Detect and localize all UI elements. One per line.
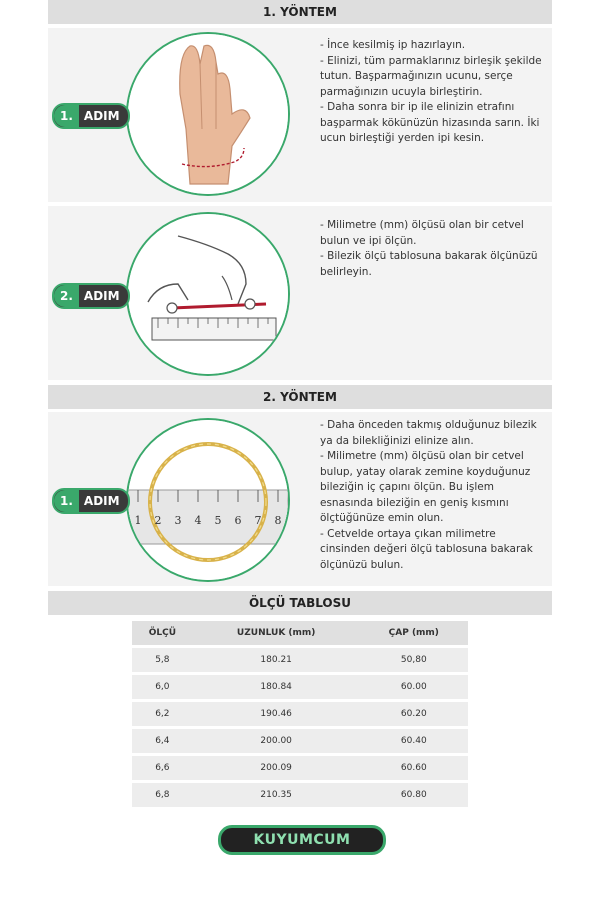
table-cell: 50,80	[360, 648, 468, 672]
instruction-line: - Daha sonra bir ip ile elinizin etrafını başparmak kökünüzün hizasında sarın. İki ucun birleştiği yerden ipi kesin.	[320, 101, 540, 144]
method1-step1-badge	[52, 103, 130, 129]
hand-thread-illustration	[126, 32, 290, 196]
table-cell: 5,8	[132, 648, 193, 672]
ruler-thread-illustration	[126, 212, 290, 376]
bracelet-icon	[128, 420, 288, 580]
table-row	[132, 756, 468, 780]
table-header-row	[132, 621, 468, 645]
step-number: 1.	[54, 490, 79, 512]
step-label: ADIM	[83, 494, 120, 508]
instruction-line: - İnce kesilmiş ip hazırlayın.	[320, 39, 466, 51]
column-header: ÖLÇÜ	[132, 621, 193, 645]
instruction-line: - Milimetre (mm) ölçüsü olan bir cetvel bulup, yatay olarak zemine koyduğunuz bileziğin iç çapını ölçün. Bu işlem esnasında bileziğin en geniş kısmını ölçtüğünüze emin olun.	[320, 450, 531, 524]
ruler-number: 7	[254, 514, 262, 527]
table-row	[132, 702, 468, 726]
ruler-numbers	[128, 514, 288, 527]
table-cell: 180.84	[193, 675, 360, 699]
instruction-line: - Milimetre (mm) ölçüsü olan bir cetvel bulun ve ipi ölçün.	[320, 219, 524, 247]
step-label: ADIM	[83, 289, 120, 303]
instruction-line: - Elinizi, tüm parmaklarınız birleşik şekilde tutun. Başparmağınızın ucunu, serçe parmağınızın ucuyla birleştirin.	[320, 54, 542, 98]
ruler-icon	[128, 214, 288, 374]
size-table-header: ÖLÇÜ TABLOSU	[48, 591, 552, 615]
ruler-number: 6	[234, 514, 242, 527]
table-cell: 60.40	[360, 729, 468, 753]
table-cell: 200.09	[193, 756, 360, 780]
table-cell: 6,4	[132, 729, 193, 753]
table-cell: 60.00	[360, 675, 468, 699]
ruler-number: 4	[194, 514, 202, 527]
step-number: 1.	[54, 105, 79, 127]
table-row	[132, 729, 468, 753]
table-row	[132, 648, 468, 672]
method2-step1-badge	[52, 488, 130, 514]
method2-header: 2. YÖNTEM	[48, 385, 552, 409]
table-cell: 60.20	[360, 702, 468, 726]
table-row	[132, 783, 468, 807]
table-cell: 6,6	[132, 756, 193, 780]
hand-icon	[128, 34, 288, 194]
table-cell: 60.60	[360, 756, 468, 780]
method1-step1-text	[320, 38, 548, 147]
method1-step2-badge	[52, 283, 130, 309]
instruction-line: - Daha önceden takmış olduğunuz bilezik ya da bilekliğinizi elinize alın.	[320, 419, 537, 447]
ruler-number: 2	[154, 514, 162, 527]
ruler-number: 3	[174, 514, 182, 527]
step-label: ADIM	[83, 109, 120, 123]
table-cell: 6,2	[132, 702, 193, 726]
column-header: UZUNLUK (mm)	[193, 621, 360, 645]
ruler-number: 5	[214, 514, 222, 527]
table-cell: 210.35	[193, 783, 360, 807]
column-header: ÇAP (mm)	[360, 621, 468, 645]
table-cell: 200.00	[193, 729, 360, 753]
brand-logo[interactable]: KUYUMCUM	[218, 825, 386, 855]
table-cell: 190.46	[193, 702, 360, 726]
table-cell: 60.80	[360, 783, 468, 807]
table-row	[132, 675, 468, 699]
table-cell: 6,0	[132, 675, 193, 699]
method1-step2-text	[320, 218, 548, 280]
ruler-number: 1	[134, 514, 142, 527]
bracelet-ruler-illustration	[126, 418, 290, 582]
table-cell: 180.21	[193, 648, 360, 672]
ruler-number: 8	[274, 514, 282, 527]
method2-step1-text	[320, 418, 548, 573]
step-number: 2.	[54, 285, 79, 307]
size-table	[132, 618, 468, 810]
method1-header: 1. YÖNTEM	[48, 0, 552, 24]
instruction-line: - Bilezik ölçü tablosuna bakarak ölçünüzü belirleyin.	[320, 250, 538, 278]
table-cell: 6,8	[132, 783, 193, 807]
instruction-line: - Cetvelde ortaya çıkan milimetre cinsinden değeri ölçü tablosuna bakarak ölçünüzü bulun.	[320, 527, 533, 571]
